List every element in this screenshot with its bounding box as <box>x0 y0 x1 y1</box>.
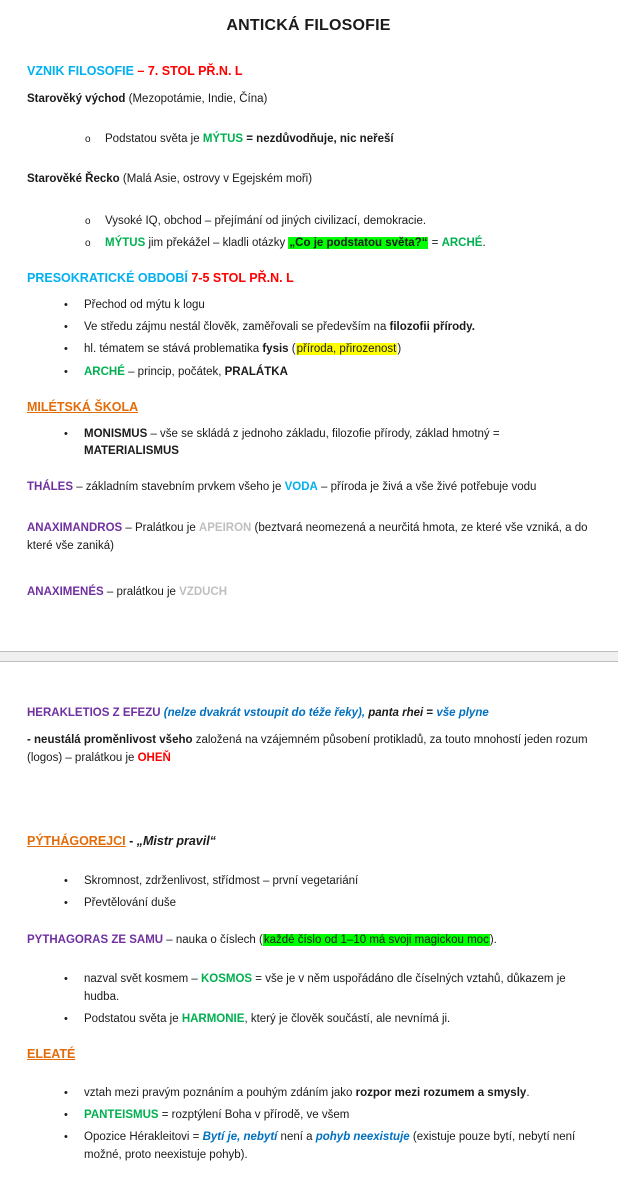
bullet-kosmos <box>27 971 590 1006</box>
bullet-harmonie <box>27 1011 590 1028</box>
text-run: 7-5 STOL PŘ.N. L <box>191 271 294 285</box>
text-run: Podstatou světa je <box>105 133 203 145</box>
bullet-panteismus <box>27 1107 590 1124</box>
bullet-filozofie-prirody <box>27 319 590 336</box>
heading-vznik-filosofie <box>27 62 590 81</box>
text-run: (nelze dvakrát vstoupit do téže řeky), <box>163 707 366 719</box>
text-run: = rozptýlení Boha v přírodě, ve všem <box>158 1109 350 1121</box>
circle-bullet-icon: o <box>85 134 91 145</box>
text-run: Převtělování duše <box>84 896 177 909</box>
text-run: KOSMOS <box>200 973 253 986</box>
bullet-monismus <box>27 426 590 461</box>
disc-bullet-icon: • <box>64 874 68 887</box>
spacer <box>27 611 590 651</box>
text-run: – základním stavebním prvkem všeho je <box>73 481 285 493</box>
text-run: . <box>526 1086 530 1099</box>
text-run: fysis <box>262 343 289 356</box>
spacer <box>27 506 590 510</box>
spacer <box>27 118 590 126</box>
bullet-fysis <box>27 341 590 358</box>
para-starovky-vychod <box>27 91 590 108</box>
text-run: ANAXIMENÉS <box>27 585 104 598</box>
spacer <box>27 565 590 574</box>
disc-bullet-icon: • <box>64 973 68 986</box>
circle-bullet-icon: o <box>85 237 91 249</box>
text-run: MÝTUS <box>105 236 146 249</box>
text-run: MATERIALISMUS <box>84 444 179 457</box>
text-run: Opozice Hérakleitovi = <box>84 1131 203 1144</box>
para-anaximenes <box>27 584 590 601</box>
text-run: příroda, přirozenost <box>296 343 397 356</box>
heading-pythagorejci <box>27 832 590 851</box>
spacer <box>27 860 590 868</box>
text-run: ( <box>288 343 296 356</box>
bullet-arche <box>27 364 590 381</box>
para-promenlivost <box>27 732 590 767</box>
bullet-prevtelovani <box>27 895 590 912</box>
spacer <box>27 767 590 815</box>
text-run: není a <box>277 1131 316 1144</box>
text-run: – Pralátkou je <box>122 522 199 535</box>
text-run: ELEATÉ <box>27 1047 76 1061</box>
text-run: Vysoké IQ, obchod – přejímání od jiných civilizací, demokracie. <box>105 214 427 227</box>
text-run: „Mistr pravil“ <box>136 833 216 848</box>
text-run: = vše je v něm uspořádáno dle číselných vztahů, důkazem je hudba. <box>84 973 566 1003</box>
text-run: VODA <box>284 481 318 493</box>
text-run: – vše se skládá z jednoho základu, filozofie přírody, základ hmotný = <box>147 427 500 440</box>
text-run: Starověké Řecko <box>27 173 120 186</box>
text-run: – pralátkou je <box>103 585 180 598</box>
para-pythagoras <box>27 932 590 949</box>
text-run: THÁLES <box>27 481 73 493</box>
heading-miletska-skola <box>27 398 590 417</box>
text-run: vše plyne <box>436 707 489 719</box>
bullet-skromnost <box>27 873 590 890</box>
text-run: PYTHAGORAS ZE SAMU <box>27 934 164 946</box>
text-run: = <box>423 707 437 719</box>
bullet-vysoke-iq <box>27 213 590 230</box>
disc-bullet-icon: • <box>64 1012 68 1025</box>
text-run: PANTEISMUS <box>84 1109 159 1121</box>
disc-bullet-icon: • <box>64 343 68 356</box>
spacer <box>27 199 590 208</box>
text-run: , který je člověk součástí, ale nevnímá ji. <box>244 1012 451 1025</box>
text-run: „Co je podstatou světa?“ <box>289 236 428 249</box>
disc-bullet-icon: • <box>64 1131 68 1144</box>
text-run: filozofii přírody. <box>389 321 475 333</box>
text-run: (existuje pouze bytí, nebytí není možné, proto neexistuje pohyb). <box>84 1131 576 1161</box>
disc-bullet-icon: • <box>64 896 68 909</box>
text-run: – příroda je živá a vše živé potřebuje vodu <box>317 481 537 493</box>
text-run: Přechod od mýtu k logu <box>84 298 205 311</box>
text-run: – 7. STOL PŘ.N. L <box>137 64 243 78</box>
text-run: = nezdůvodňuje, nic neřeší <box>243 133 394 145</box>
text-run: APEIRON <box>198 522 252 535</box>
bullet-mytus-prekazel <box>27 235 590 252</box>
para-thales <box>27 479 590 496</box>
text-run: Starověký východ <box>27 92 126 105</box>
para-anaximandros <box>27 520 590 555</box>
text-run: VZNIK FILOSOFIE <box>27 64 138 78</box>
disc-bullet-icon: • <box>64 298 68 311</box>
disc-bullet-icon: • <box>64 427 68 440</box>
heading-presokraticke-obdobi <box>27 269 590 288</box>
text-run: HARMONIE <box>181 1012 245 1025</box>
text-run: PRESOKRATICKÉ OBDOBÍ <box>27 271 192 285</box>
bullet-mytus-podstata <box>27 131 590 148</box>
spacer <box>27 1073 590 1080</box>
circle-bullet-icon: o <box>85 215 91 227</box>
para-starovke-recko <box>27 171 590 188</box>
text-run: MONISMUS <box>84 427 148 440</box>
text-run: ANAXIMANDROS <box>27 522 123 535</box>
bullet-rozpor <box>27 1085 590 1102</box>
text-run: – nauka o číslech ( <box>163 934 263 946</box>
spacer <box>27 662 590 695</box>
text-run: MILÉTSKÁ ŠKOLA <box>27 399 139 414</box>
bullet-opozice <box>27 1129 590 1164</box>
text-run: pohyb neexistuje <box>315 1131 410 1144</box>
disc-bullet-icon: • <box>64 365 68 378</box>
text-run: ARCHÉ <box>84 365 125 378</box>
text-run: (beztvará neomezená a neurčitá hmota, ze které vše vzniká, a do které vše zaniká) <box>27 522 588 552</box>
text-run: PRALÁTKA <box>224 365 288 378</box>
text-run: hl. tématem se stává problematika <box>84 343 263 356</box>
text-run: rozpor mezi rozumem a smysly <box>355 1086 527 1099</box>
text-run: nazval svět kosmem – <box>84 973 201 986</box>
text-run: = <box>428 236 442 249</box>
text-run: Bytí je, nebytí <box>202 1131 278 1144</box>
disc-bullet-icon: • <box>64 1086 68 1099</box>
text-run: Skromnost, zdrženlivost, střídmost – první vegetariání <box>84 874 359 887</box>
text-run: - neustálá proměnlivost všeho <box>27 734 193 747</box>
text-run: vztah mezi pravým poznáním a pouhým zdáním jako <box>84 1086 356 1099</box>
spacer <box>27 465 590 469</box>
text-run: jim překážel – kladli otázky <box>145 236 289 249</box>
page-break <box>0 651 618 662</box>
text-run: ). <box>489 934 497 946</box>
text-run: Podstatou světa je <box>84 1012 182 1025</box>
text-run: – princip, počátek, <box>124 365 225 378</box>
spacer <box>27 917 590 922</box>
bullet-prechod-mytus <box>27 297 590 314</box>
text-run: - <box>125 833 137 848</box>
text-run: PÝTHÁGOREJCI <box>27 833 126 848</box>
text-run: panta rhei <box>368 707 424 719</box>
para-herakletios <box>27 705 590 722</box>
text-run: (Mezopotámie, Indie, Čína) <box>125 92 268 105</box>
text-run: OHEŇ <box>137 751 171 764</box>
text-run: VZDUCH <box>179 585 228 598</box>
page-title: ANTICKÁ FILOSOFIE <box>226 17 391 34</box>
text-run: HERAKLETIOS Z EFEZU <box>27 707 161 719</box>
text-run: Ve středu zájmu nestál člověk, zaměřovali se především na <box>84 321 390 333</box>
document-body <box>27 62 590 1164</box>
spacer <box>27 153 590 161</box>
spacer <box>27 959 590 966</box>
heading-eleate <box>27 1045 590 1064</box>
disc-bullet-icon: • <box>64 1109 68 1121</box>
text-run: . <box>482 236 486 249</box>
text-run: ARCHÉ <box>441 236 483 249</box>
text-run: MÝTUS <box>202 133 244 145</box>
text-run: ) <box>397 343 402 356</box>
text-run: každé číslo od 1–10 má svoji magickou moc <box>263 934 489 946</box>
text-run: založená na vzájemném působení protikladů, za touto mnohostí jeden rozum (logos) – pralátkou je <box>27 734 588 764</box>
disc-bullet-icon: • <box>64 321 68 333</box>
text-run: (Malá Asie, ostrovy v Egejském moři) <box>119 173 313 186</box>
